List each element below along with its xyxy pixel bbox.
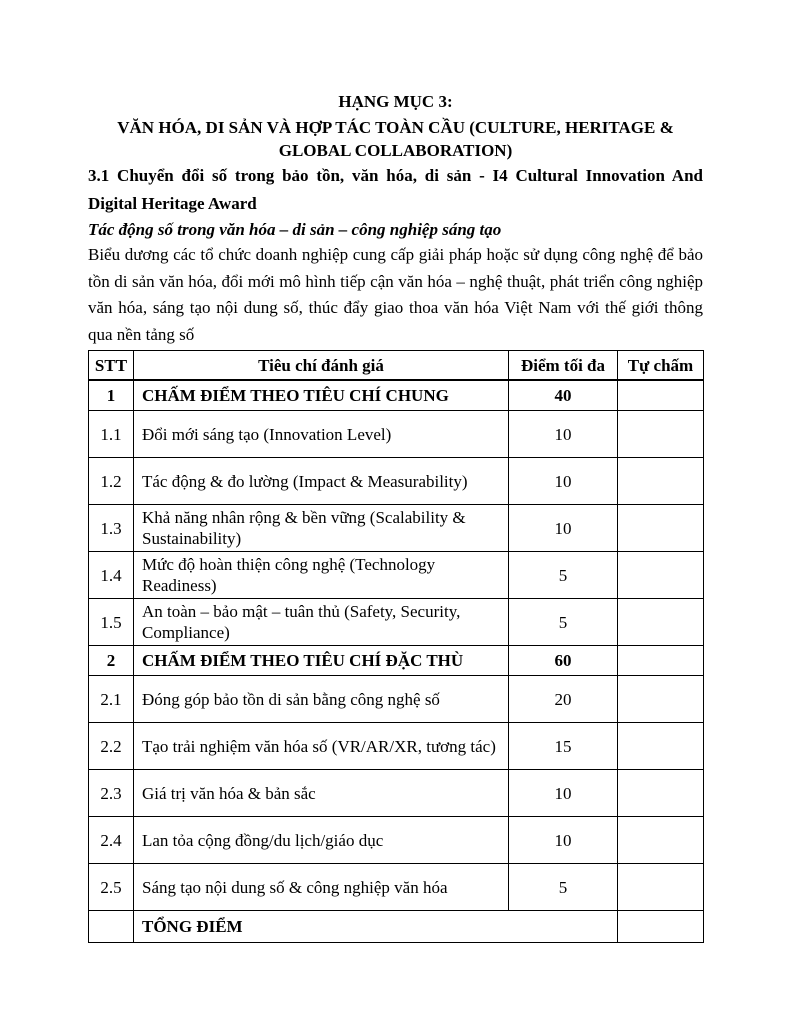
cell-stt: 2.4	[89, 817, 134, 864]
cell-stt: 1.1	[89, 411, 134, 458]
cell-criteria: CHẤM ĐIỂM THEO TIÊU CHÍ CHUNG	[134, 380, 509, 411]
table-row	[89, 770, 704, 817]
cell-max-score: 5	[509, 552, 618, 599]
cell-max-score: 10	[509, 770, 618, 817]
cell-self-score	[618, 411, 704, 458]
table-row	[89, 723, 704, 770]
heading-title-line-1: VĂN HÓA, DI SẢN VÀ HỢP TÁC TOÀN CẦU (CULTURE, HERITAGE &	[117, 118, 674, 137]
cell-stt: 1.5	[89, 599, 134, 646]
cell-stt: 2	[89, 646, 134, 676]
col-header-stt: STT	[89, 351, 134, 381]
cell-max-score: 5	[509, 864, 618, 911]
section-title: 3.1 Chuyển đổi số trong bảo tồn, văn hóa, di sản - I4 Cultural Innovation And Digital Heritage Award	[88, 166, 703, 213]
section-description: Biểu dương các tổ chức doanh nghiệp cung cấp giải pháp hoặc sử dụng công nghệ để bảo tồn di sản văn hóa, đổi mới mô hình tiếp cận văn hóa – nghệ thuật, phát triển công nghiệp văn hóa, sáng tạo nội dung số, thúc đẩy giao thoa văn hóa Việt Nam với thế giới thông qua nền tảng số	[88, 245, 703, 344]
table-row	[89, 411, 704, 458]
table-row-section-2	[89, 646, 704, 676]
col-header-self-score: Tự chấm	[618, 351, 704, 381]
cell-stt: 2.1	[89, 676, 134, 723]
col-header-criteria: Tiêu chí đánh giá	[134, 351, 509, 381]
cell-self-score	[618, 676, 704, 723]
cell-stt: 1.3	[89, 505, 134, 552]
cell-max-score: 5	[509, 599, 618, 646]
section-subtitle: Tác động số trong văn hóa – di sản – công nghiệp sáng tạo	[88, 220, 502, 239]
cell-criteria: Giá trị văn hóa & bản sắc	[134, 770, 509, 817]
table-row	[89, 458, 704, 505]
cell-max-score: 20	[509, 676, 618, 723]
cell-stt: 2.3	[89, 770, 134, 817]
cell-self-score	[618, 599, 704, 646]
cell-max-score: 10	[509, 458, 618, 505]
scoring-table	[88, 350, 704, 943]
cell-max-score: 10	[509, 817, 618, 864]
cell-criteria: Đóng góp bảo tồn di sản bằng công nghệ số	[134, 676, 509, 723]
cell-criteria: Mức độ hoàn thiện công nghệ (Technology Readiness)	[134, 552, 509, 599]
cell-criteria: An toàn – bảo mật – tuân thủ (Safety, Security, Compliance)	[134, 599, 509, 646]
cell-criteria: Tác động & đo lường (Impact & Measurability)	[134, 458, 509, 505]
cell-criteria: CHẤM ĐIỂM THEO TIÊU CHÍ ĐẶC THÙ	[134, 646, 509, 676]
cell-stt: 2.2	[89, 723, 134, 770]
table-row	[89, 505, 704, 552]
cell-stt	[89, 911, 134, 943]
cell-max-score: 15	[509, 723, 618, 770]
table-row	[89, 676, 704, 723]
cell-stt: 1.2	[89, 458, 134, 505]
cell-max-score: 10	[509, 505, 618, 552]
cell-self-score	[618, 458, 704, 505]
table-row	[89, 599, 704, 646]
table-row	[89, 552, 704, 599]
table-row-section-1	[89, 380, 704, 411]
cell-stt: 1.4	[89, 552, 134, 599]
cell-self-score	[618, 864, 704, 911]
table-footer-row	[89, 911, 704, 943]
cell-criteria: Khả năng nhân rộng & bền vững (Scalability & Sustainability)	[134, 505, 509, 552]
cell-self-score	[618, 552, 704, 599]
cell-self-score	[618, 723, 704, 770]
cell-total-label: TỔNG ĐIỂM	[134, 911, 618, 943]
col-header-max-score: Điểm tối đa	[509, 351, 618, 381]
cell-max-score: 10	[509, 411, 618, 458]
cell-criteria: Lan tỏa cộng đồng/du lịch/giáo dục	[134, 817, 509, 864]
cell-criteria: Sáng tạo nội dung số & công nghiệp văn hóa	[134, 864, 509, 911]
heading-title-line-2: GLOBAL COLLABORATION)	[278, 141, 513, 160]
cell-self-score	[618, 505, 704, 552]
cell-criteria: Tạo trải nghiệm văn hóa số (VR/AR/XR, tương tác)	[134, 723, 509, 770]
cell-self-score	[618, 770, 704, 817]
table-row	[89, 864, 704, 911]
cell-max-score: 60	[509, 646, 618, 676]
cell-stt: 1	[89, 380, 134, 411]
cell-self-score	[618, 380, 704, 411]
cell-self-score	[618, 646, 704, 676]
cell-self-score	[618, 817, 704, 864]
cell-max-score: 40	[509, 380, 618, 411]
cell-criteria: Đổi mới sáng tạo (Innovation Level)	[134, 411, 509, 458]
heading-category: HẠNG MỤC 3:	[338, 92, 453, 111]
cell-self-score	[618, 911, 704, 943]
table-header-row	[89, 351, 704, 381]
table-row	[89, 817, 704, 864]
cell-stt: 2.5	[89, 864, 134, 911]
